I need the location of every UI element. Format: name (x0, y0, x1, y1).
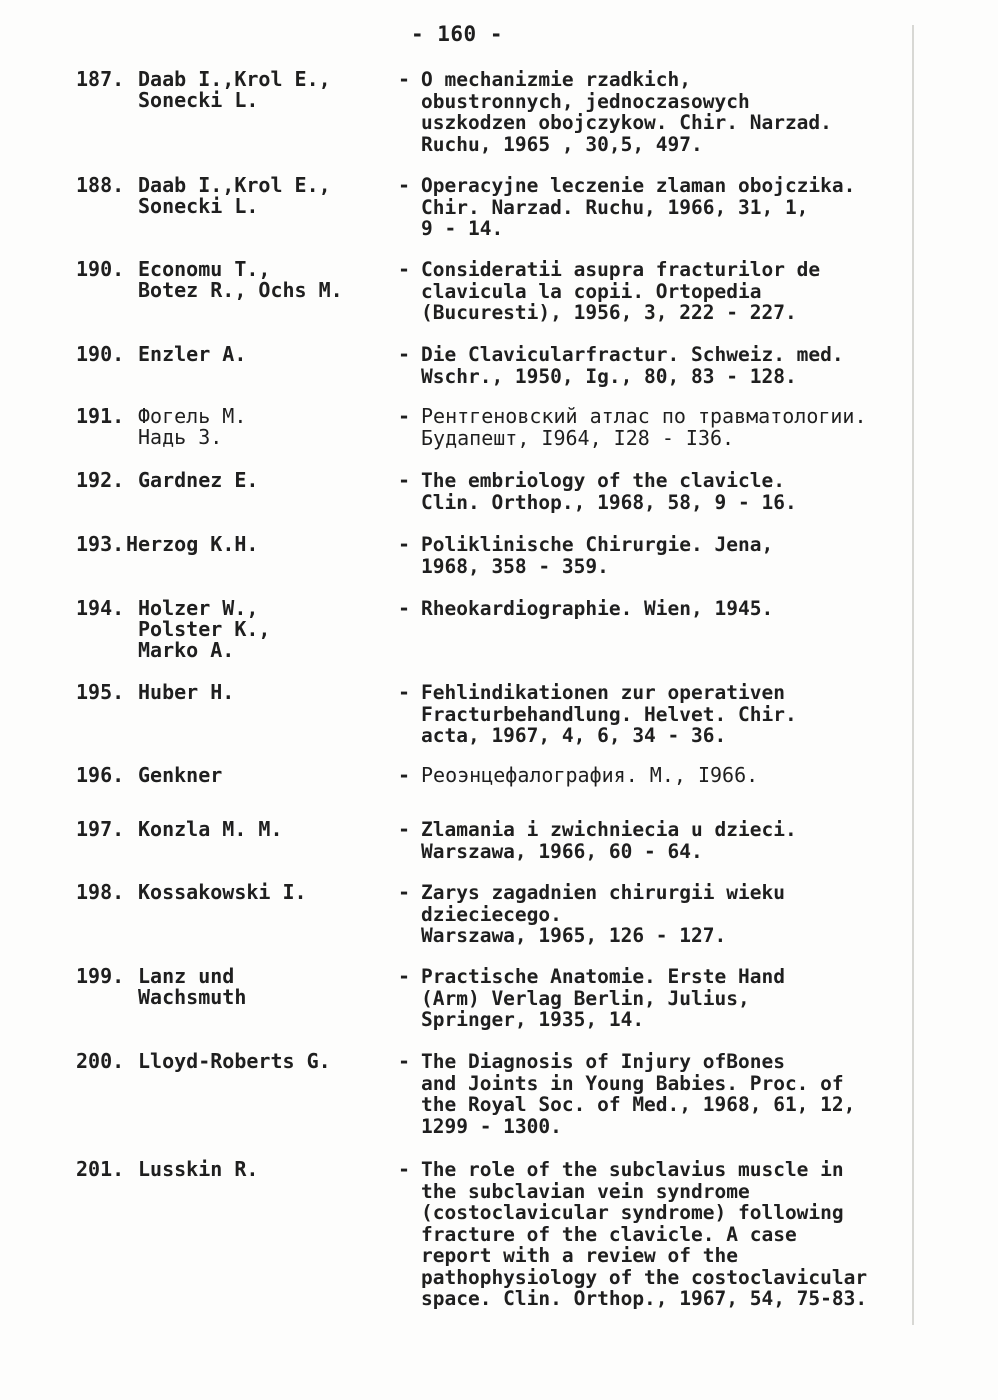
citation-line: Fehlindikationen zur operativen (421, 681, 785, 704)
citation-line: pathophysiology of the costoclavicular (421, 1265, 868, 1289)
citation-line: The Diagnosis of Injury ofBones (421, 1050, 785, 1073)
entry-authors (138, 1051, 388, 1072)
entry-dash: - (398, 1049, 411, 1073)
entry-number: 190. (76, 342, 125, 366)
entry-number: 200. (76, 1049, 125, 1073)
entry-dash: - (398, 763, 411, 787)
citation-line: Zlamania i zwichniecia u dzieci. (421, 818, 797, 841)
citation-line: Ruchu, 1965 , 30,5, 497. (421, 132, 703, 156)
entry-authors (138, 598, 388, 661)
author-line: Gardnez E. (138, 468, 259, 492)
citation-line: O mechanizmie rzadkich, (421, 68, 692, 91)
entry-citation (421, 765, 911, 787)
entry-authors (138, 819, 388, 840)
entry-number: 188. (76, 173, 125, 197)
entry-citation (421, 1159, 911, 1310)
entry-number: 192. (76, 468, 125, 492)
entry-number: 197. (76, 817, 125, 841)
entry-number: 198. (76, 880, 125, 904)
author-line: Huber H. (138, 680, 235, 704)
citation-line: the Royal Soc. of Med., 1968, 61, 12, (421, 1093, 856, 1116)
author-line: Sonecki L. (138, 88, 259, 112)
entry-authors (138, 682, 388, 703)
entry-citation (421, 534, 911, 577)
citation-line: Poliklinische Chirurgie. Jena, (421, 533, 774, 556)
entry-number: 201. (76, 1157, 125, 1181)
author-line: Надь З. (138, 425, 223, 449)
citation-line: Warszawa, 1966, 60 - 64. (421, 839, 703, 863)
author-line: Genkner (138, 763, 223, 787)
author-line: Enzler A. (138, 342, 247, 366)
entry-citation (421, 259, 911, 324)
entry-authors (138, 966, 388, 1008)
entry-authors (138, 1159, 388, 1180)
entry-authors (138, 470, 388, 491)
entry-dash: - (398, 1157, 411, 1181)
citation-line: Practische Anatomie. Erste Hand (421, 965, 785, 988)
entry-citation (421, 1051, 911, 1137)
author-line: Polster K., (138, 617, 271, 641)
entry-authors (138, 765, 388, 786)
citation-line: Rheokardiographie. Wien, 1945. (421, 597, 774, 620)
citation-line: 1299 - 1300. (421, 1114, 562, 1138)
citation-line: Будапешт, I964, I28 - I36. (421, 425, 735, 450)
entry-number: 190. (76, 257, 125, 281)
author-line: Marko A. (138, 638, 235, 662)
citation-line: Operacyjne leczenie zlaman obojczika. (421, 174, 856, 197)
author-line: Lanz und (138, 964, 235, 988)
entry-dash: - (398, 173, 411, 197)
entry-dash: - (398, 532, 411, 556)
citation-line: and Joints in Young Babies. Proc. of (421, 1071, 844, 1095)
entry-authors (138, 882, 388, 903)
entry-dash: - (398, 596, 411, 620)
entry-authors (138, 406, 388, 448)
entry-authors (138, 344, 388, 365)
citation-line: space. Clin. Orthop., 1967, 54, 75-83. (421, 1287, 868, 1310)
entry-citation (421, 69, 911, 155)
entry-citation (421, 966, 911, 1031)
citation-line: Springer, 1935, 14. (421, 1008, 645, 1031)
citation-line: acta, 1967, 4, 6, 34 - 36. (421, 724, 727, 747)
citation-line: (costoclavicular syndrome) following (421, 1201, 844, 1224)
author-line: Economu T., (138, 257, 271, 281)
author-line: Herzog K.H. (126, 532, 259, 556)
page-number: - 160 - (410, 22, 503, 46)
citation-line: Chir. Narzad. Ruchu, 1966, 31, 1, (421, 195, 809, 219)
entry-citation (421, 175, 911, 240)
author-line: Holzer W., (138, 596, 259, 620)
citation-line: Реоэнцефалография. М., I966. (421, 763, 759, 787)
citation-line: 1968, 358 - 359. (421, 554, 609, 578)
entry-dash: - (398, 964, 411, 988)
entry-citation (421, 470, 911, 513)
entry-authors (138, 259, 388, 301)
entry-number: 195. (76, 680, 125, 704)
author-line: Daab I.,Krol E., (138, 173, 331, 197)
citation-line: Consideratii asupra fracturilor de (421, 258, 821, 281)
citation-line: Zarys zagadnien chirurgii wieku (421, 881, 785, 904)
entry-citation (421, 344, 911, 387)
citation-line: Clin. Orthop., 1968, 58, 9 - 16. (421, 490, 797, 514)
citation-line: Fracturbehandlung. Helvet. Chir. (421, 702, 797, 726)
citation-line: The embriology of the clavicle. (421, 469, 785, 492)
author-line: Wachsmuth (138, 985, 247, 1009)
citation-line: The role of the subclavius muscle in (421, 1158, 844, 1181)
citation-line: obustronnych, jednoczasowych (421, 89, 750, 113)
entry-citation (421, 406, 911, 449)
citation-line: (Bucuresti), 1956, 3, 222 - 227. (421, 301, 797, 324)
entry-dash: - (398, 404, 411, 428)
citation-line: report with a review of the (421, 1244, 738, 1267)
author-line: Konzla M. M. (138, 817, 283, 841)
entry-number: 194. (76, 596, 125, 620)
entry-number: 187. (76, 67, 125, 91)
entry-citation (421, 819, 911, 862)
entry-number: 191. (76, 404, 125, 428)
entry-dash: - (398, 67, 411, 91)
entry-citation (421, 598, 911, 620)
citation-line: clavicula la copii. Ortopedia (421, 279, 762, 303)
author-line: Lloyd-Roberts G. (138, 1049, 331, 1073)
entry-dash: - (398, 817, 411, 841)
citation-line: Wschr., 1950, Ig., 80, 83 - 128. (421, 364, 797, 388)
entry-citation (421, 682, 911, 747)
author-line: Daab I.,Krol E., (138, 67, 331, 91)
entry-dash: - (398, 468, 411, 492)
entry-number: 193. (76, 532, 125, 556)
citation-line: (Arm) Verlag Berlin, Julius, (421, 986, 750, 1010)
citation-line: 9 - 14. (421, 217, 504, 240)
citation-line: Warszawa, 1965, 126 - 127. (421, 924, 727, 947)
entry-number: 196. (76, 763, 125, 787)
entry-dash: - (398, 342, 411, 366)
citation-line: Рентгеновский атлас по травматологии. (421, 404, 867, 428)
entry-number: 199. (76, 964, 125, 988)
citation-line: uszkodzen obojczykow. Chir. Narzad. (421, 111, 832, 134)
entry-authors (126, 534, 376, 555)
citation-line: dzieciecego. (421, 902, 562, 926)
author-line: Botez R., Ochs M. (138, 278, 343, 302)
author-line: Sonecki L. (138, 194, 259, 218)
entry-authors (138, 69, 388, 111)
entry-dash: - (398, 680, 411, 704)
entry-citation (421, 882, 911, 947)
author-line: Kossakowski I. (138, 880, 307, 904)
author-line: Фогель М. (138, 404, 247, 428)
citation-line: the subclavian vein syndrome (421, 1179, 750, 1203)
entry-authors (138, 175, 388, 217)
entry-dash: - (398, 257, 411, 281)
citation-line: fracture of the clavicle. A case (421, 1222, 797, 1246)
author-line: Lusskin R. (138, 1157, 259, 1181)
entry-dash: - (398, 880, 411, 904)
page-edge-shadow (912, 25, 914, 1325)
citation-line: Die Clavicularfractur. Schweiz. med. (421, 343, 844, 366)
